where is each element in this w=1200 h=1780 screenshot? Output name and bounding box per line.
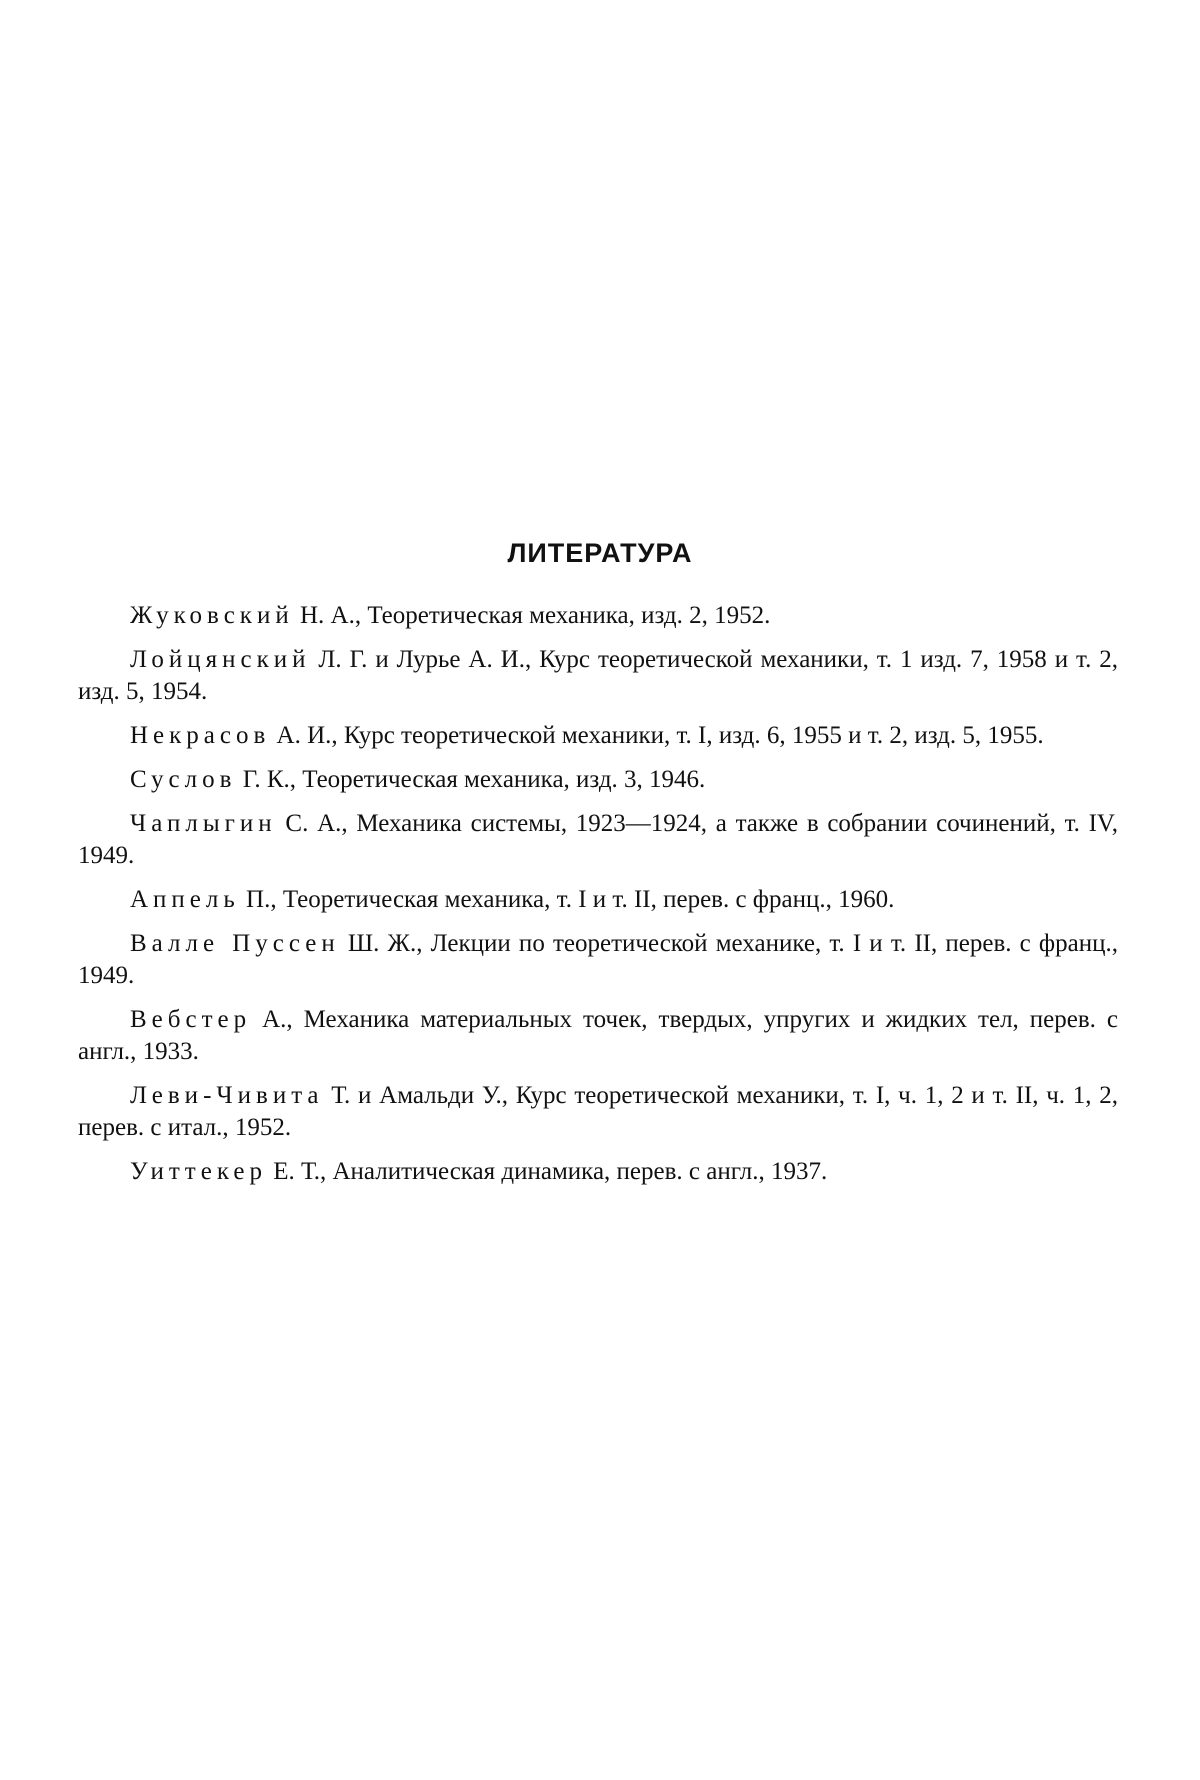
reference-text: Л. Г. и Лурье А. И., Курс теоретической механики, т. 1 изд. 7, 1958 и т. 2, изд. 5, 1954.	[78, 646, 1119, 705]
reference-item	[78, 1080, 1118, 1144]
reference-text: С. А., Механика системы, 1923—1924, а также в собрании сочинений, т. IV, 1949.	[78, 810, 1119, 869]
reference-item	[78, 884, 1118, 916]
reference-author: Чаплыгин	[130, 810, 277, 837]
reference-item	[78, 1156, 1118, 1188]
reference-item	[78, 1004, 1118, 1068]
reference-text: П., Теоретическая механика, т. I и т. II, перев. с франц., 1960.	[246, 886, 895, 913]
reference-author: Жуковский	[130, 602, 294, 629]
reference-item	[78, 928, 1118, 992]
reference-item	[78, 600, 1118, 632]
reference-text: Н. А., Теоретическая механика, изд. 2, 1952.	[299, 602, 771, 629]
reference-text: Ш. Ж., Лекции по теоретической механике, т. I и т. II, перев. с франц., 1949.	[78, 930, 1118, 989]
reference-text: Е. Т., Аналитическая динамика, перев. с англ., 1937.	[273, 1158, 828, 1185]
reference-text: Т. и Амальди У., Курс теоретической механики, т. I, ч. 1, 2 и т. II, ч. 1, 2, перев. с итал., 1952.	[78, 1082, 1119, 1141]
reference-list	[78, 600, 1118, 1200]
reference-author: Лойцянский	[130, 646, 311, 673]
reference-item	[78, 808, 1118, 872]
reference-author: Уиттекер	[130, 1158, 267, 1185]
reference-author: Валле Пуссен	[130, 930, 340, 957]
reference-author: Аппель	[130, 886, 240, 913]
reference-text: Г. К., Теоретическая механика, изд. 3, 1946.	[242, 766, 706, 793]
reference-author: Некрасов	[130, 722, 271, 749]
reference-item	[78, 720, 1118, 752]
reference-text: А. И., Курс теоретической механики, т. I, изд. 6, 1955 и т. 2, изд. 5, 1955.	[276, 722, 1044, 749]
reference-text: А., Механика материальных точек, твердых, упругих и жидких тел, перев. с англ., 1933.	[78, 1006, 1119, 1065]
page-title: ЛИТЕРАТУРА	[507, 538, 693, 568]
reference-item	[78, 644, 1118, 708]
reference-author: Вебстер	[130, 1006, 252, 1033]
reference-item	[78, 764, 1118, 796]
reference-author: Суслов	[130, 766, 237, 793]
reference-author: Леви-Чивита	[130, 1082, 324, 1109]
